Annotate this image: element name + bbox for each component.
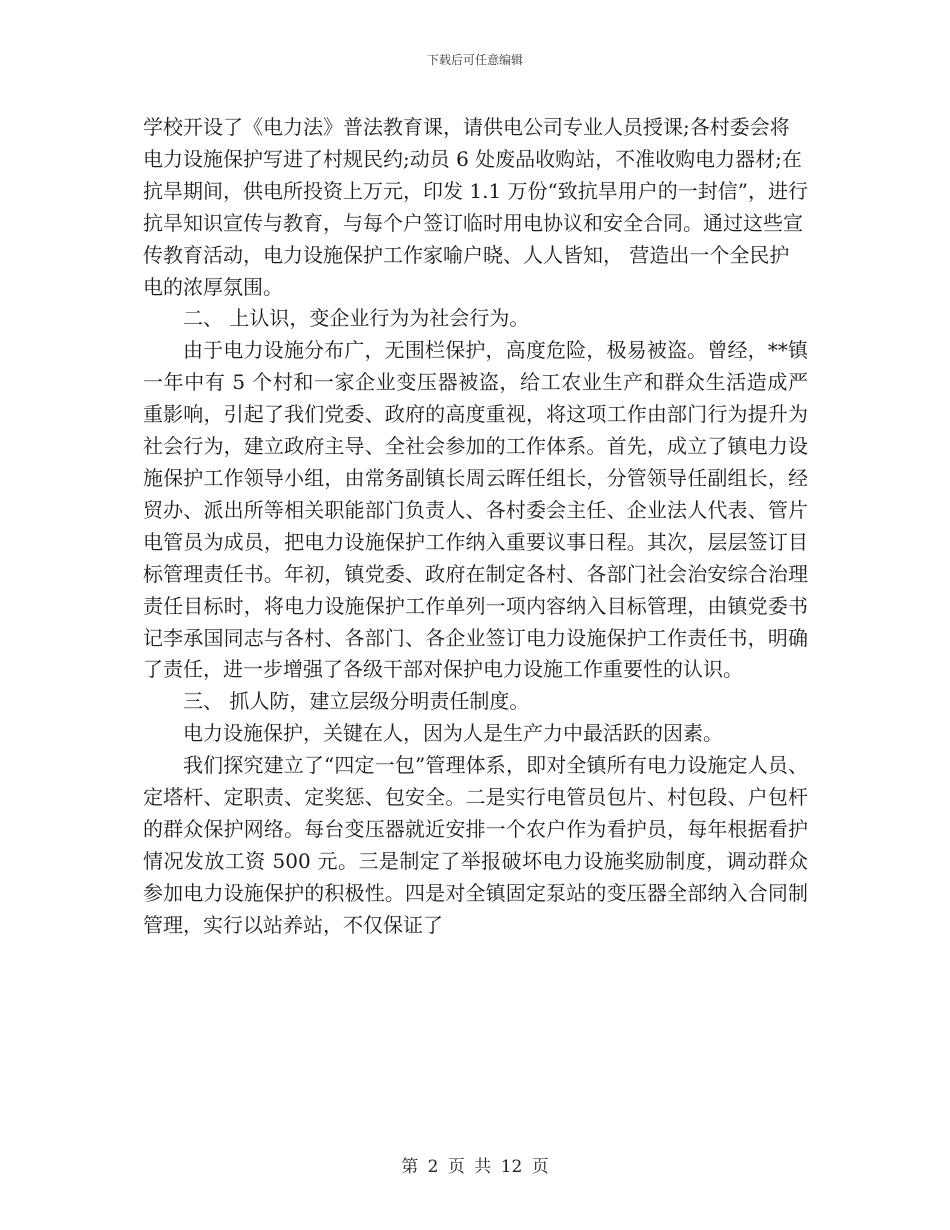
page-number: 第 2 页 共 12 页 [401,1157,549,1177]
section-heading-three: 三、 抓人防，建立层级分明责任制度。 [183,689,530,714]
paragraph-management-system: 我们探究建立了“四定一包”管理体系，即对全镇所有电力设施定人员、定塔杆、定职责、定奖惩、包安全。二是实行电管员包片、村包段、户包杆的群众保护网络。每台变压器就近安排一个农户作为看护员，每年根据看护情况发放工资 500 元。三是制定了举报破坏电力设施奖励制度，调动群众参加电力设施保护的积极性。四是对全镇固定泵站的变压器全部纳入合同制管理，实行以站养站，不仅保证了 [143,753,808,937]
paragraph-key-people: 电力设施保护，关键在人，因为人是生产力中最活跃的因素。 [183,721,723,746]
section-heading-two: 二、 上认识，变企业行为为社会行为。 [183,306,530,331]
paragraph-section-two: 由于电力设施分布广，无围栏保护，高度危险，极易被盗。曾经，**镇一年中有 5 个村和一家企业变压器被盗，给工农业生产和群众生活造成严重影响，引起了我们党委、政府的高度重视，将这项工作由部门行为提升为社会行为，建立政府主导、全社会参加的工作体系。首先，成立了镇电力设施保护工作领导小组，由常务副镇长周云晖任组长，分管领导任副组长，经贸办、派出所等相关职能部门负责人、各村委会主任、企业法人代表、管片电管员为成员，把电力设施保护工作纳入重要议事日程。其次，层层签订目标管理责任书。年初，镇党委、政府在制定各村、各部门社会治安综合治理责任目标时，将电力设施保护工作单列一项内容纳入目标管理，由镇党委书记李承国同志与各村、各部门、各企业签订电力设施保护工作责任书，明确了责任，进一步增强了各级干部对保护电力设施工作重要性的认识。 [143,338,808,682]
page-header: 下载后可任意编辑 [426,53,523,67]
paragraph-continued: 学校开设了《电力法》普法教育课，请供电公司专业人员授课;各村委会将电力设施保护写进了村规民约;动员 6 处废品收购站，不准收购电力器材;在抗旱期间，供电所投资上万元，印发 1.1 万份“致抗旱用户的一封信”，进行抗旱知识宣传与教育，与每个户签订临时用电协议和安全合同。通过这些宣传教育活动，电力设施保护工作家喻户晓、人人皆知， 营造出一个全民护电的浓厚氛围。 [143,115,808,299]
document-body [143,112,808,942]
